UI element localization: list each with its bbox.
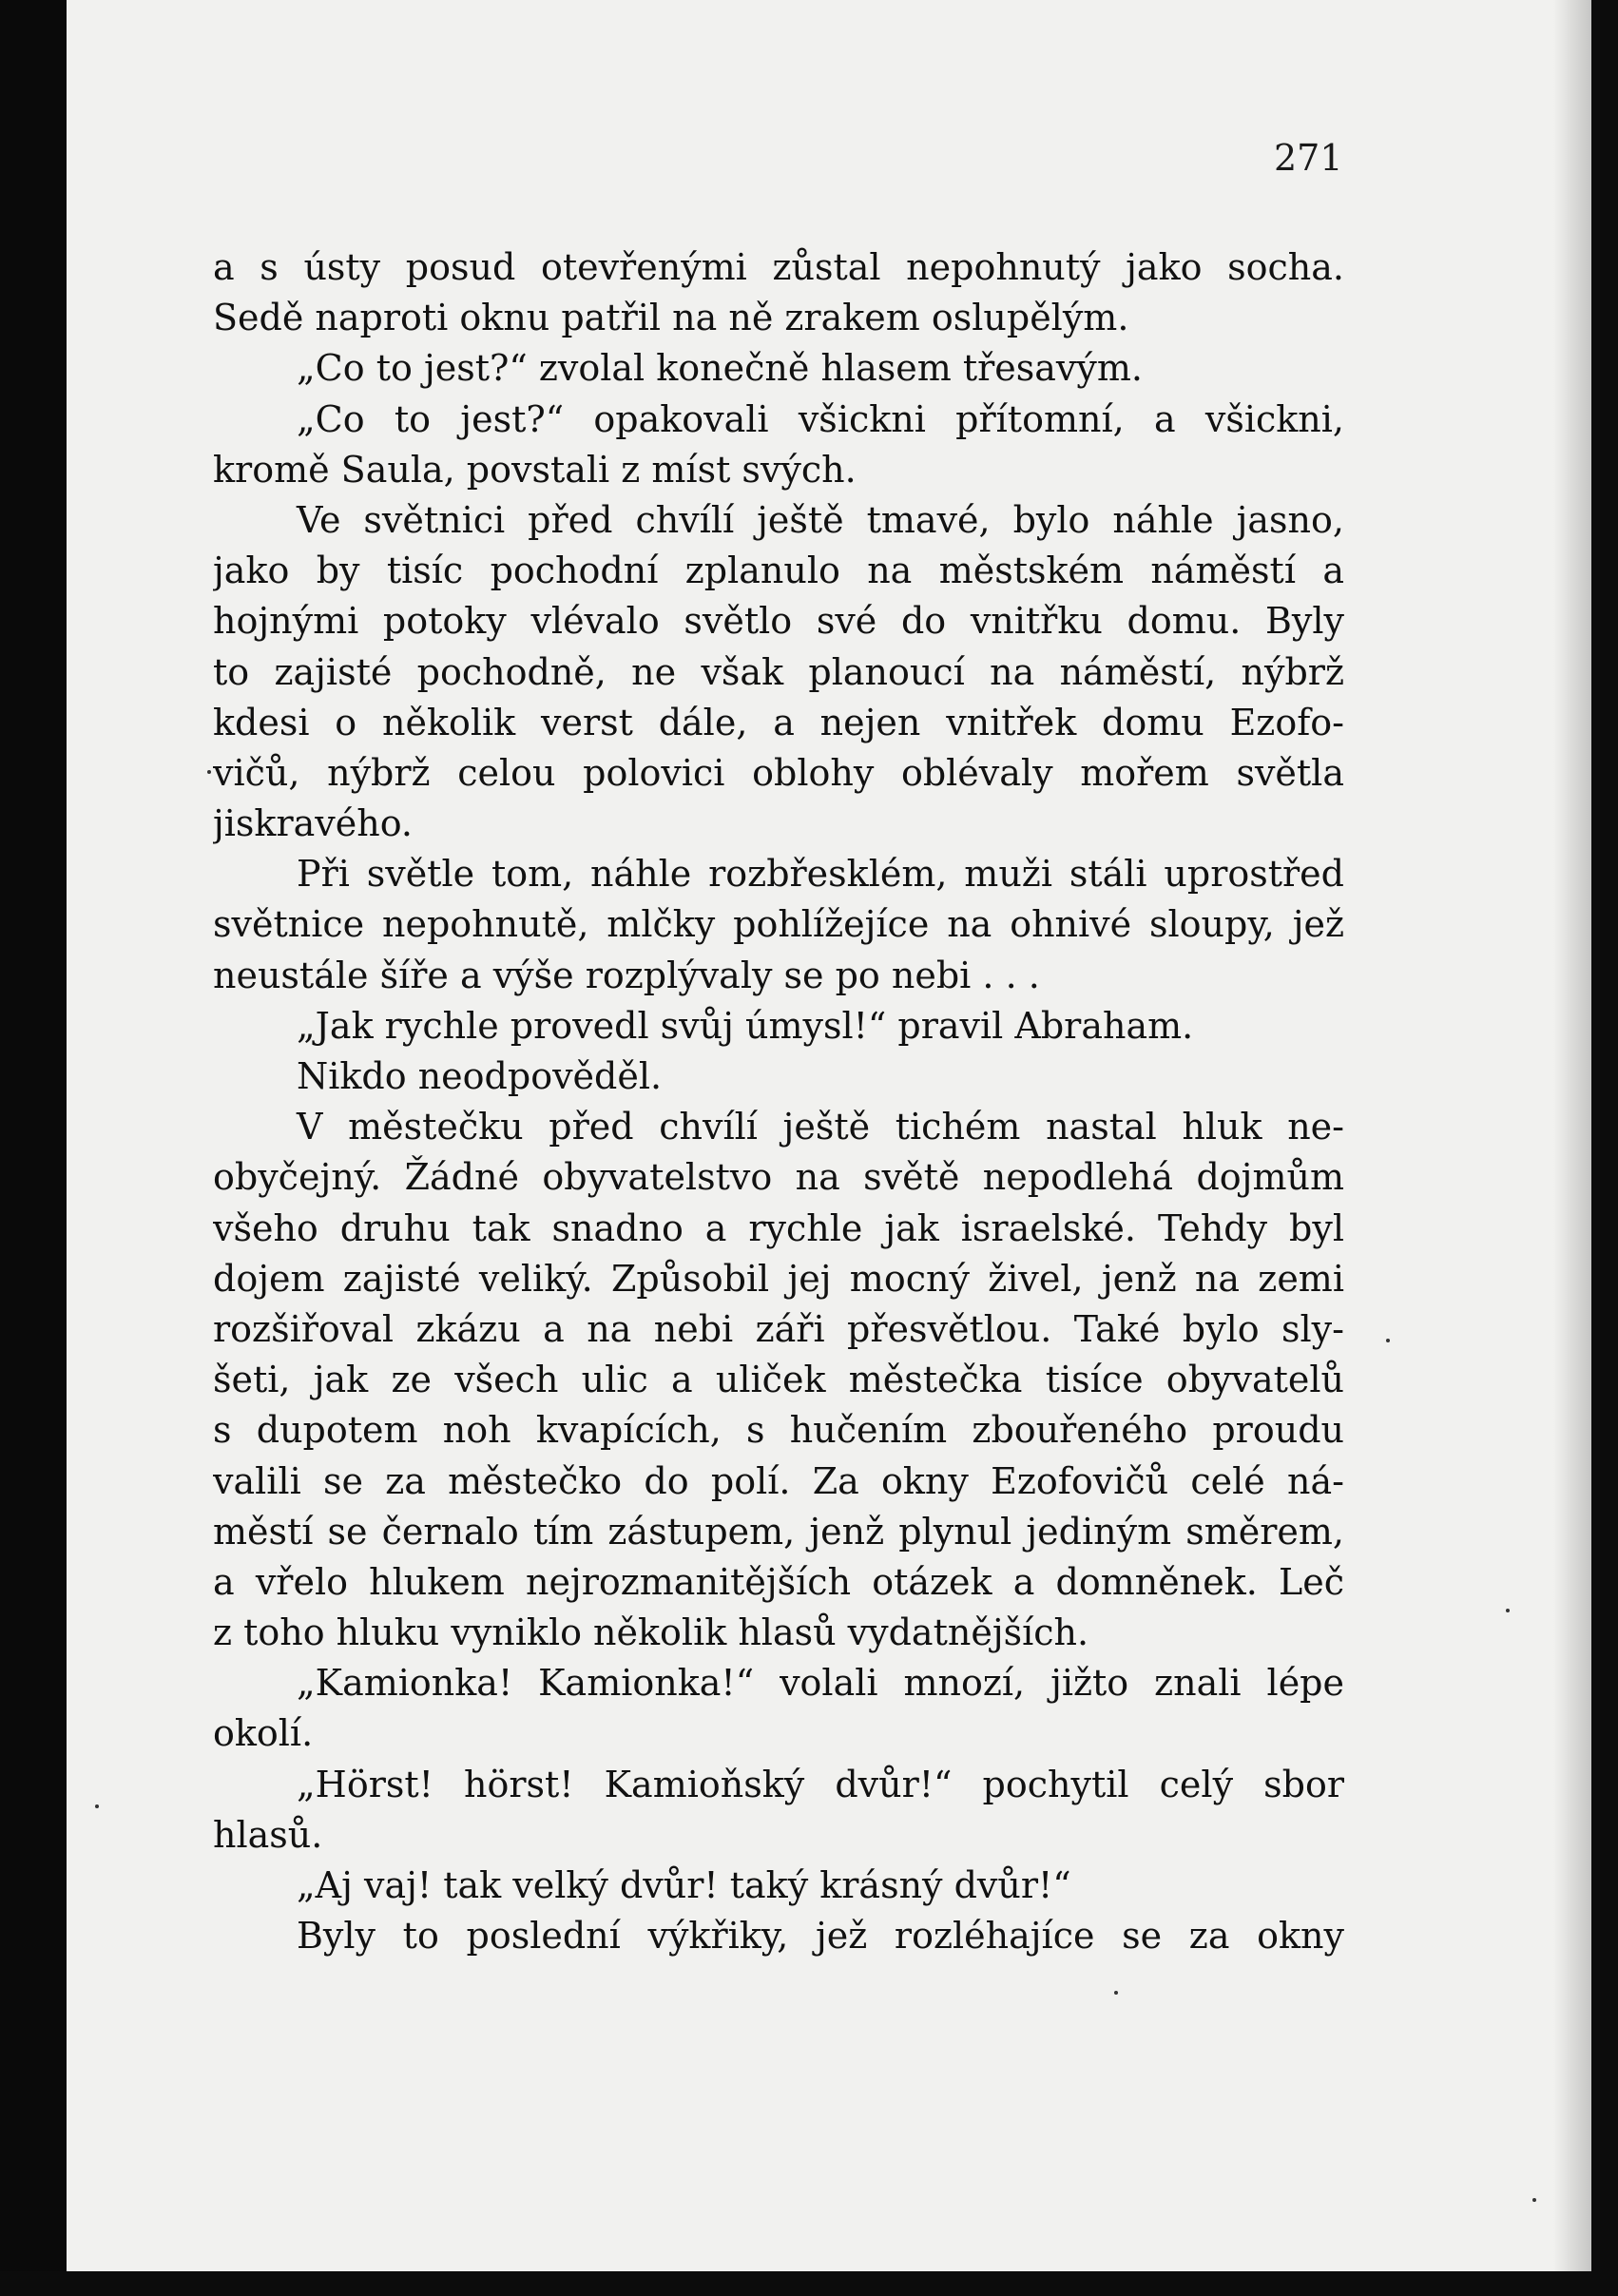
scan-speck: [1506, 1609, 1510, 1612]
text-line: hlasů.: [213, 1813, 323, 1856]
text-line: rozšiřoval zkázu a na nebi záři přesvětlou. Také bylo sly-: [213, 1307, 1344, 1350]
text-line: hojnými potoky vlévalo světlo své do vnitřku domu. Byly: [213, 600, 1344, 643]
text-line: městí se černalo tím zástupem, jenž plynul jediným směrem,: [213, 1510, 1344, 1553]
scan-speck: [1386, 1339, 1390, 1342]
text-line: „Co to jest?“ opakovali všickni přítomní, a všickni,: [297, 397, 1344, 440]
text-line: „Jak rychle provedl svůj úmysl!“ pravil Abraham.: [297, 1004, 1194, 1047]
scan-speck: [207, 770, 211, 774]
text-line: kromě Saula, povstali z míst svých.: [213, 448, 857, 491]
text-line: jako by tisíc pochodní zplanulo na městském náměstí a: [213, 550, 1344, 592]
text-line: to zajisté pochodně, ne však planoucí na náměstí, nýbrž: [213, 650, 1344, 693]
text-line: Sedě naproti oknu patřil na ně zrakem oslupělým.: [213, 297, 1129, 339]
text-line: dojem zajisté veliký. Způsobil jej mocný živel, jenž na zemi: [213, 1257, 1344, 1300]
body-text: [213, 242, 1344, 1961]
text-line: světnice nepohnutě, mlčky pohlížejíce na ohnivé sloupy, jež: [213, 903, 1344, 946]
text-line: kdesi o několik verst dále, a nejen vnitřek domu Ezofo-: [213, 701, 1344, 743]
text-line: vičů, nýbrž celou polovici oblohy oblévaly mořem světla: [213, 751, 1344, 794]
text-line: V městečku před chvílí ještě tichém nastal hluk ne-: [297, 1106, 1344, 1148]
scan-speck: [1114, 1991, 1118, 1995]
scan-border-left: [0, 0, 67, 2296]
text-line: z toho hluku vyniklo několik hlasů vydatnějších.: [213, 1611, 1089, 1654]
text-line: všeho druhu tak snadno a rychle jak israelské. Tehdy byl: [213, 1206, 1344, 1249]
page-number: 271: [1274, 137, 1343, 179]
text-line: Nikdo neodpověděl.: [297, 1055, 663, 1097]
text-line: valili se za městečko do polí. Za okny Ezofovičů celé ná-: [213, 1459, 1344, 1502]
scan-speck: [1532, 2198, 1536, 2202]
text-line: okolí.: [213, 1712, 314, 1755]
text-line: Při světle tom, náhle rozbřesklém, muži stáli uprostřed: [297, 853, 1344, 896]
text-line: s dupotem noh kvapících, s hučením zbouřeného proudu: [213, 1409, 1344, 1452]
text-line: jiskravého.: [213, 802, 414, 845]
scan-border-bottom: [0, 2271, 1618, 2296]
scan-speck: [95, 1804, 99, 1808]
text-line: a vřelo hlukem nejrozmanitějších otázek a domněnek. Leč: [213, 1560, 1344, 1603]
text-line: Ve světnici před chvílí ještě tmavé, bylo náhle jasno,: [297, 498, 1344, 541]
page-gutter-shadow: [1553, 0, 1591, 2271]
text-line: šeti, jak ze všech ulic a uliček městečka tisíce obyvatelů: [213, 1359, 1344, 1401]
text-line: a s ústy posud otevřenými zůstal nepohnutý jako socha.: [213, 246, 1344, 288]
text-line: Byly to poslední výkřiky, jež rozléhajíce se za okny: [297, 1915, 1344, 1958]
text-line: „Hörst! hörst! Kamioňský dvůr!“ pochytil celý sbor: [297, 1763, 1344, 1805]
scan-border-right: [1591, 0, 1618, 2296]
text-line: „Aj vaj! tak velký dvůr! taký krásný dvůr!“: [297, 1864, 1071, 1906]
text-line: obyčejný. Žádné obyvatelstvo na světě nepodlehá dojmům: [213, 1156, 1344, 1199]
text-line: „Co to jest?“ zvolal konečně hlasem třesavým.: [297, 347, 1143, 390]
text-line: „Kamionka! Kamionka!“ volali mnozí, jižto znali lépe: [297, 1662, 1344, 1705]
text-line: neustále šíře a výše rozplývaly se po nebi . . .: [213, 954, 1040, 996]
